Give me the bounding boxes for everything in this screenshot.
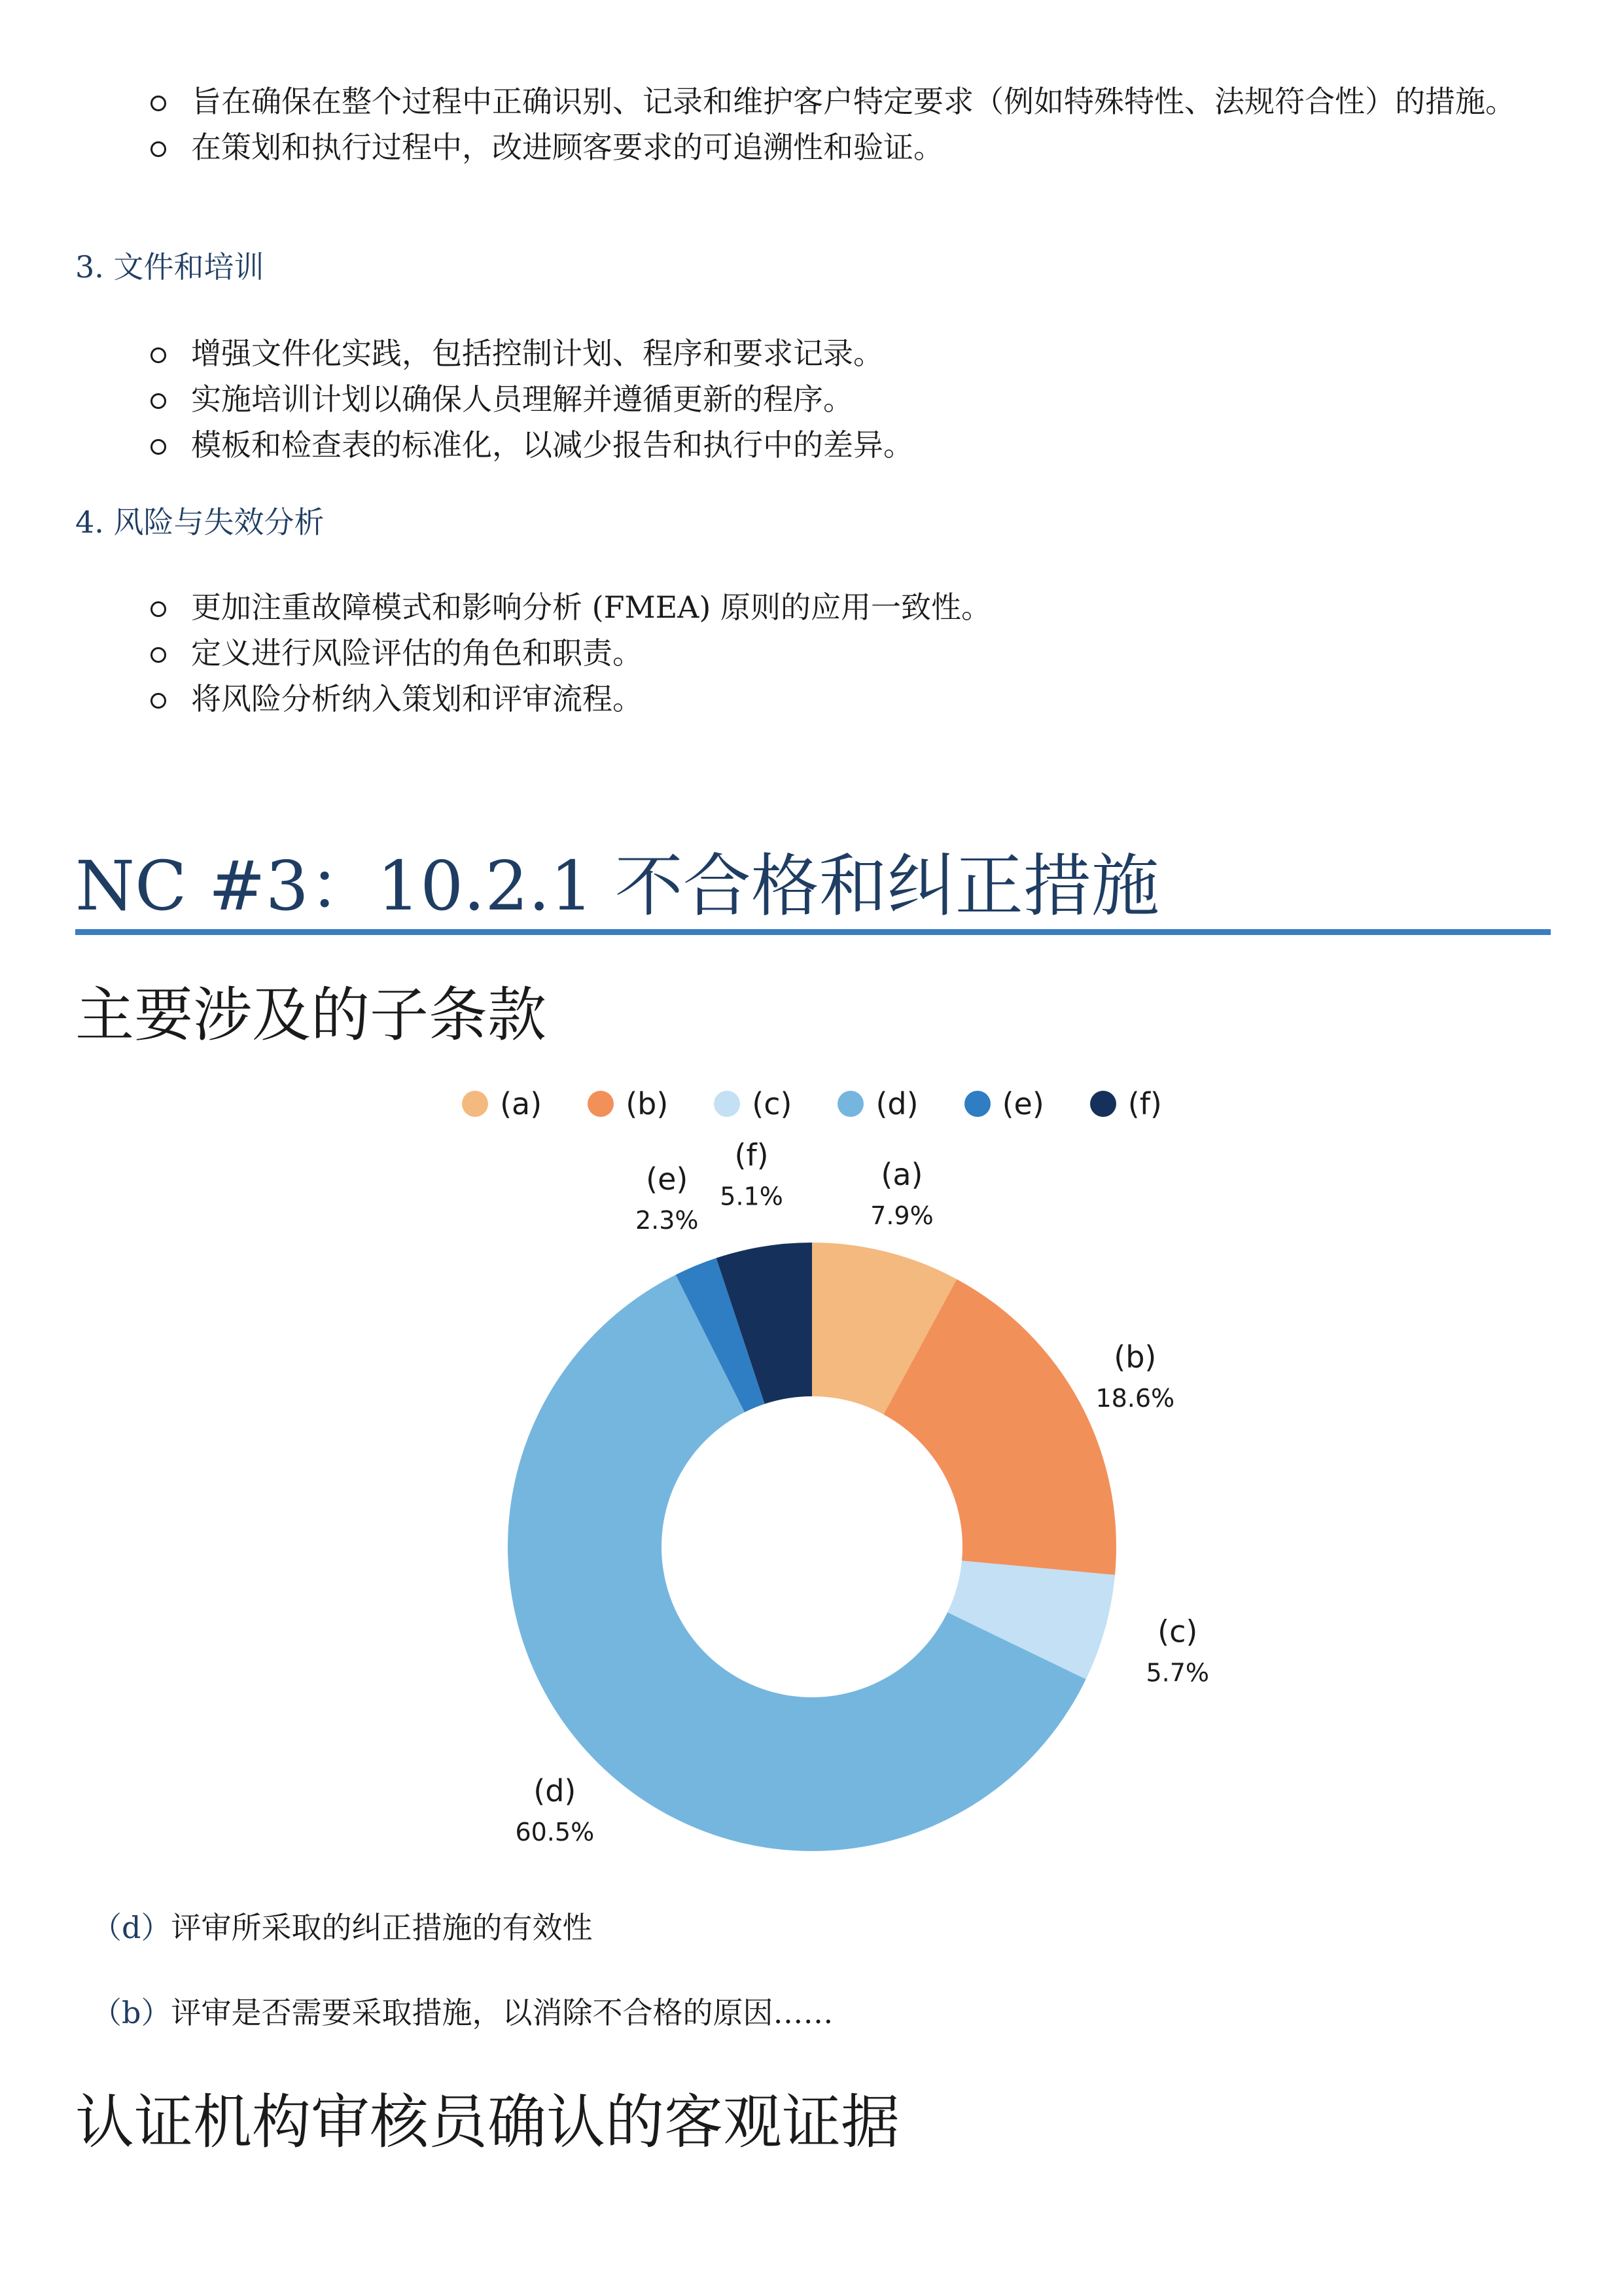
slice-value-label: 60.5% — [515, 1817, 595, 1846]
list-item: 增强文件化实践，包括控制计划、程序和要求记录。 — [150, 330, 1532, 376]
list-item: 旨在确保在整个过程中正确识别、记录和维护客户特定要求（例如特殊特性、法规符合性）的措施。 — [150, 79, 1532, 124]
list-item: 更加注重故障模式和影响分析 (FMEA) 原则的应用一致性。 — [150, 584, 1532, 630]
list-item: 定义进行风险评估的角色和职责。 — [150, 630, 1532, 676]
legend-label: (d) — [875, 1086, 919, 1122]
legend-label: (f) — [1127, 1086, 1162, 1122]
list-item: 将风险分析纳入策划和评审流程。 — [150, 676, 1532, 722]
list-item: 实施培训计划以确保人员理解并遵循更新的程序。 — [150, 376, 1532, 422]
list-item: 在策划和执行过程中，改进顾客要求的可追溯性和验证。 — [150, 124, 1532, 170]
legend-label: (c) — [752, 1086, 792, 1122]
nc-title: NC #3：10.2.1 不合格和纠正措施 — [75, 846, 1159, 926]
section-4-heading: 4. 风险与失效分析 — [75, 504, 325, 540]
evidence-heading: 认证机构审核员确认的客观证据 — [75, 2088, 900, 2157]
slice-value-label: 5.7% — [1146, 1658, 1210, 1687]
slice-category-label: (a) — [881, 1157, 923, 1193]
legend-label: (b) — [626, 1086, 669, 1122]
slice-value-label: 5.1% — [720, 1182, 783, 1211]
note-d: （d）评审所采取的纠正措施的有效性 — [92, 1910, 593, 1945]
slice-value-label: 2.3% — [635, 1206, 699, 1235]
slice-category-label: (d) — [533, 1773, 576, 1809]
section-3-heading: 3. 文件和培训 — [75, 249, 264, 285]
slice-category-label: (e) — [646, 1161, 688, 1197]
legend-label: (e) — [1002, 1086, 1044, 1122]
note-b: （b）评审是否需要采取措施，以消除不合格的原因…… — [92, 1995, 834, 2030]
slice-value-label: 7.9% — [870, 1201, 934, 1231]
slice-category-label: (b) — [1114, 1339, 1157, 1375]
slice-category-label: (c) — [1157, 1614, 1198, 1650]
legend-label: (a) — [500, 1086, 542, 1122]
slice-value-label: 18.6% — [1095, 1383, 1175, 1413]
slice-category-label: (f) — [734, 1137, 769, 1173]
subclauses-heading: 主要涉及的子条款 — [75, 981, 546, 1050]
list-item: 模板和检查表的标准化，以减少报告和执行中的差异。 — [150, 422, 1532, 468]
